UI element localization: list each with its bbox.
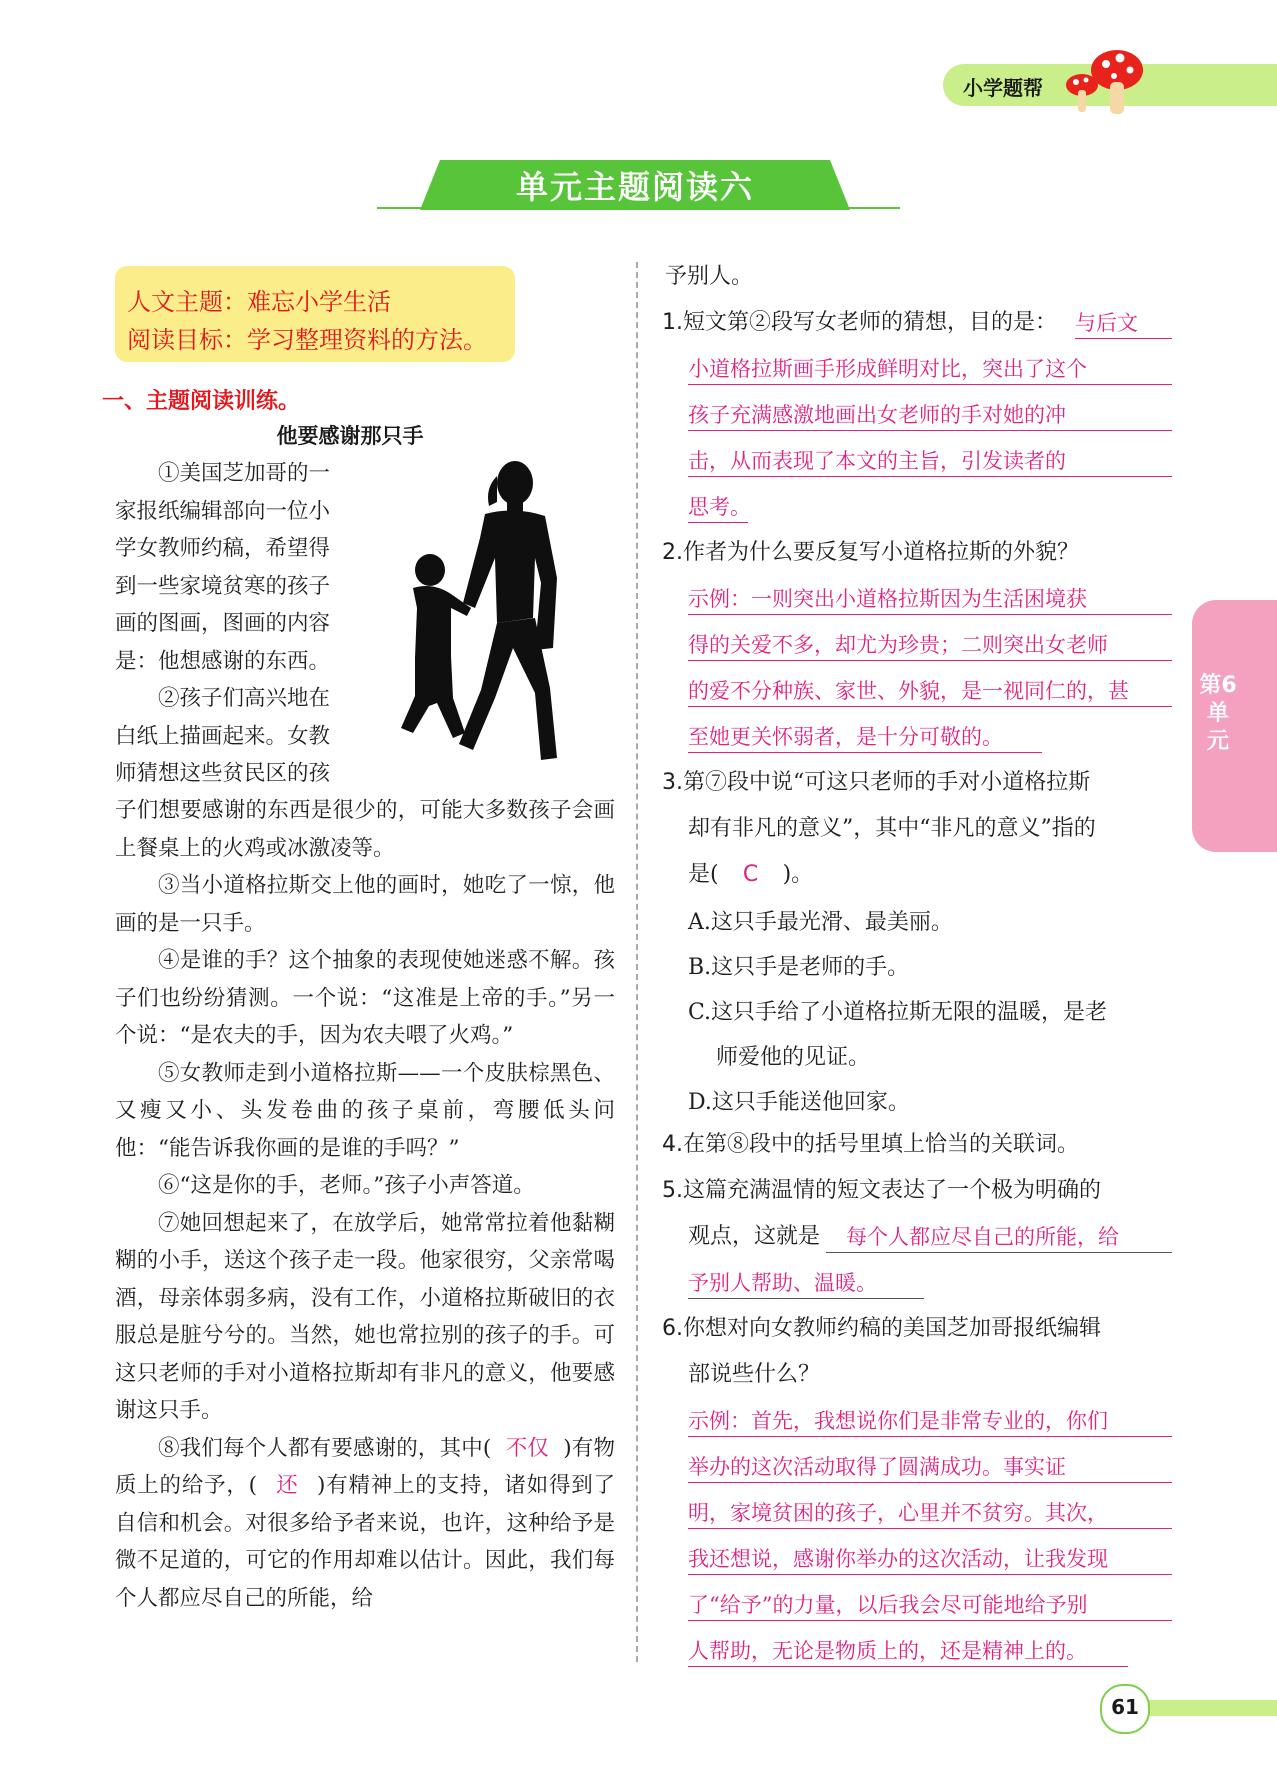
blank-answer-2: 还: [276, 1473, 298, 1498]
question-text: 部说些什么？: [688, 1362, 821, 1387]
p2-line: 白纸上描画起来。女教: [115, 723, 331, 749]
answer-line: 与后文: [1075, 311, 1138, 335]
paragraph-4: ④是谁的手？这个抽象的表现使她迷惑不解。孩子们也纷纷猜测。一个说：“这准是上帝的手。”另一个说：“是农夫的手，因为农夫喂了火鸡。”: [115, 948, 615, 1048]
p1-line: ①美国芝加哥的一: [158, 461, 331, 486]
answer-line: 示例：一则突出小道格拉斯因为生活困境获: [688, 587, 1087, 611]
p1-line: 学女教师约稿，希望得: [115, 536, 331, 561]
mother-child-silhouette-image: [385, 458, 600, 768]
question-text: 短文第②段写女老师的猜想，目的是：: [683, 310, 1058, 335]
theme-topic: 人文主题：难忘小学生活: [127, 288, 391, 316]
question-number: 3.: [662, 770, 683, 795]
choice-answer: C: [742, 862, 759, 887]
answer-underline: [688, 430, 1172, 431]
answer-underline: [688, 706, 1172, 707]
option-c: C.这只手给了小道格拉斯无限的温暖，是老: [688, 1000, 1108, 1025]
answer-line: 的爱不分种族、家世、外貌，是一视同仁的，甚: [688, 679, 1129, 703]
unit-title: 单元主题阅读六: [515, 168, 754, 206]
p8-text: ⑧我们每个人都有要感谢的，其中(: [158, 1435, 492, 1461]
answer-line: 示例：首先，我想说你们是非常专业的，你们: [688, 1409, 1108, 1433]
question-4: [662, 1122, 1079, 1168]
answer-line: 我还想说，感谢你举办的这次活动，让我发现: [688, 1547, 1108, 1571]
question-text: 第⑦段中说“可这只老师的手对小道格拉斯: [683, 770, 1091, 795]
paragraph-8-continued: 予别人。: [665, 264, 754, 289]
question-3-choice-line: [688, 852, 813, 898]
question-number: 5.: [662, 1178, 683, 1203]
paragraph-5: ⑤女教师走到小道格拉斯——一个皮肤棕黑色、又瘦又小、头发卷曲的孩子桌前，弯腰低头问他：“能告诉我你画的是谁的手吗？”: [115, 1060, 615, 1161]
p2-line: ②孩子们高兴地在: [158, 686, 331, 711]
answer-line: 至她更关怀弱者，是十分可敬的。: [688, 725, 1003, 749]
unit-side-tab-label: 第6单元: [1199, 673, 1237, 754]
answer-underline: [688, 1298, 924, 1299]
question-text: )。: [782, 862, 814, 887]
page-number: 61: [1111, 1695, 1139, 1719]
paragraph-3: ③当小道格拉斯交上他的画时，她吃了一惊，他画的是一只手。: [115, 873, 615, 936]
section-heading: 一、主题阅读训练。: [102, 389, 301, 414]
answer-line: 人帮助，无论是物质上的，还是精神上的。: [688, 1639, 1087, 1663]
p8-text: )有精神上的支持，诸如得到了自信和机会。对很多给予者来说，也许，这种给予是微不足道的，可它的作用却难以估计。因此，我们每个人都应尽自己的所能，给: [115, 1473, 616, 1611]
paragraph-1: [115, 455, 390, 793]
paragraph-2-rest: 子们想要感谢的东西是很少的，可能大多数孩子会画上餐桌上的火鸡或冰激凌等。: [115, 798, 615, 861]
question-2: [662, 530, 1079, 576]
answer-line: 击，从而表现了本文的主旨，引发读者的: [688, 449, 1066, 473]
answer-line: 明，家境贫困的孩子，心里并不贫穷。其次，: [688, 1501, 1108, 1525]
question-5: [662, 1168, 1101, 1214]
article-title: 他要感谢那只手: [276, 424, 424, 448]
answer-underline: [688, 1482, 1172, 1483]
answer-line: 每个人都应尽自己的所能，给: [846, 1225, 1119, 1249]
left-column-body: [115, 792, 615, 1617]
theme-goal: 阅读目标：学习整理资料的方法。: [127, 326, 487, 354]
option-d: D.这只手能送他回家。: [688, 1090, 910, 1115]
paragraph-7: ⑦她回想起来了，在放学后，她常常拉着他黏糊糊的小手，送这个孩子走一段。他家很穷，父亲常喝酒，母亲体弱多病，没有工作，小道格拉斯破旧的衣服总是脏兮兮的。当然，她也常拉别的孩子的手。可这只老师的手对小道格拉斯却有非凡的意义，他要感谢这只手。: [115, 1210, 615, 1423]
answer-underline: [688, 1574, 1172, 1575]
answer-underline: [688, 384, 1172, 385]
answer-underline: [688, 1528, 1172, 1529]
answer-underline: [688, 660, 1172, 661]
p1-line: 画的图画，图画的内容: [115, 611, 331, 636]
question-text: 观点，这就是: [688, 1224, 821, 1249]
mushroom-logo-icon: [1062, 40, 1152, 120]
question-text: 你想对向女教师约稿的美国芝加哥报纸编辑: [683, 1316, 1102, 1341]
p1-line: 是：他想感谢的东西。: [115, 648, 331, 674]
question-number: 6.: [662, 1316, 683, 1341]
answer-underline: [688, 476, 1172, 477]
question-text: 是(: [688, 862, 719, 887]
answer-line: 举办的这次活动取得了圆满成功。事实证: [688, 1455, 1066, 1479]
answer-line: 小道格拉斯画手形成鲜明对比，突出了这个: [688, 357, 1087, 381]
question-number: 2.: [662, 540, 683, 565]
option-a: A.这只手最光滑、最美丽。: [688, 910, 953, 935]
answer-underline: [688, 1620, 1172, 1621]
paragraph-8: [115, 1430, 615, 1618]
answer-underline: [688, 614, 1172, 615]
question-1: [662, 300, 1057, 346]
question-text: 作者为什么要反复写小道格拉斯的外貌？: [683, 540, 1080, 565]
question-3: [662, 760, 1090, 806]
option-b: B.这只手是老师的手。: [688, 955, 910, 980]
answer-underline: [1075, 338, 1172, 339]
blank-answer-1: 不仅: [505, 1435, 549, 1461]
question-number: 4.: [662, 1132, 683, 1157]
paragraph-6: ⑥“这是你的手，老师。”孩子小声答道。: [158, 1173, 535, 1198]
column-divider: [636, 262, 638, 1662]
question-number: 1.: [662, 310, 683, 335]
p1-line: 到一些家境贫寒的孩子: [115, 573, 331, 599]
answer-underline: [688, 752, 1042, 753]
answer-line: 孩子充满感激地画出女老师的手对她的冲: [688, 403, 1066, 427]
p2-line: 师猜想这些贫民区的孩: [115, 761, 331, 786]
answer-underline: [688, 1436, 1172, 1437]
brand-label: 小学题帮: [963, 76, 1043, 100]
question-text: 在第⑧段中的括号里填上恰当的关联词。: [683, 1132, 1080, 1157]
answer-underline: [826, 1252, 1172, 1253]
answer-line: 了“给予”的力量，以后我会尽可能地给予别: [688, 1593, 1088, 1617]
answer-underline: [688, 522, 748, 523]
question-text: 这篇充满温情的短文表达了一个极为明确的: [683, 1178, 1102, 1203]
p1-line: 家报纸编辑部向一位小: [115, 498, 331, 524]
p8-text: )有物质上的给予，(: [115, 1435, 616, 1498]
answer-line: 思考。: [688, 495, 751, 519]
answer-underline: [688, 1666, 1128, 1667]
question-text: 却有非凡的意义”，其中“非凡的意义”指的: [688, 816, 1096, 841]
answer-line: 得的关爱不多，却尤为珍贵；二则突出女老师: [688, 633, 1108, 657]
answer-line: 予别人帮助、温暖。: [688, 1271, 877, 1295]
question-6: [662, 1306, 1101, 1352]
option-c-cont: 师爱他的见证。: [716, 1045, 871, 1070]
